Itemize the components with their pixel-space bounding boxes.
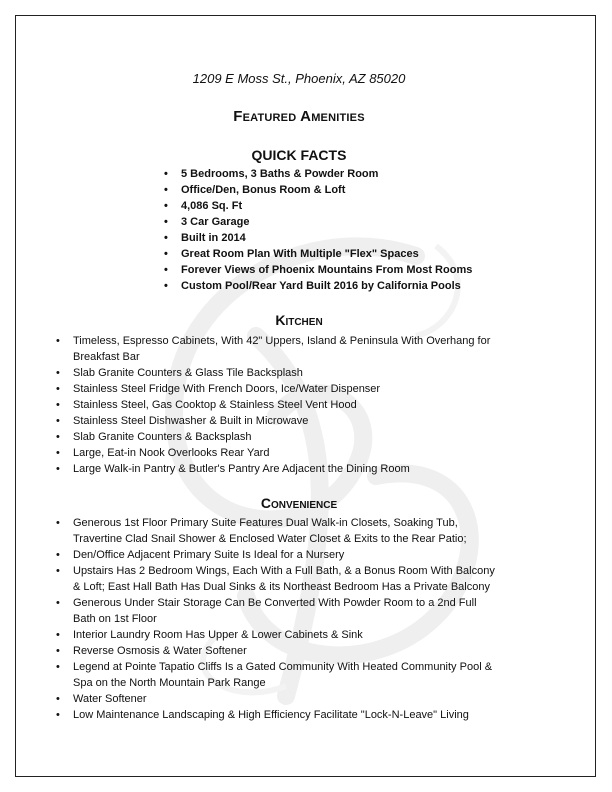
bullet-icon: •: [56, 399, 60, 411]
list-item: • Water Softener: [56, 693, 147, 705]
bullet-icon: •: [56, 431, 60, 443]
property-address: 1209 E Moss St., Phoenix, AZ 85020: [192, 71, 406, 86]
list-item: • Slab Granite Counters & Glass Tile Backsplash: [56, 367, 303, 379]
list-item: • Stainless Steel Fridge With French Doors, Ice/Water Dispenser: [56, 383, 381, 395]
bullet-icon: •: [56, 597, 60, 609]
bullet-icon: •: [56, 383, 60, 395]
bullet-icon: •: [56, 517, 60, 529]
bullet-icon: •: [56, 565, 60, 577]
list-item: • Office/Den, Bonus Room & Loft: [164, 184, 346, 196]
bullet-icon: •: [56, 645, 60, 657]
list-item: • Interior Laundry Room Has Upper & Lower Cabinets & Sink: [56, 629, 363, 641]
list-item: • Stainless Steel Dishwasher & Built in Microwave: [56, 415, 309, 427]
list-item: • Legend at Pointe Tapatio Cliffs Is a Gated Community With Heated Community Pool & Spa on the North Mountain Park Range: [56, 661, 493, 689]
bullet-icon: •: [56, 367, 60, 379]
list-item: • Reverse Osmosis & Water Softener: [56, 645, 247, 657]
page-title: Featured Amenities: [233, 108, 365, 125]
convenience-list: [56, 515, 496, 723]
bullet-icon: •: [164, 184, 168, 196]
bullet-icon: •: [56, 335, 60, 347]
bullet-icon: •: [56, 661, 60, 673]
bullet-icon: •: [164, 168, 168, 180]
list-item: • 3 Car Garage: [164, 216, 250, 228]
quick-facts-heading: QUICK FACTS: [251, 147, 347, 163]
list-item: • Forever Views of Phoenix Mountains From Most Rooms: [164, 264, 473, 276]
bullet-icon: •: [56, 693, 60, 705]
bullet-icon: •: [56, 549, 60, 561]
bullet-icon: •: [164, 264, 168, 276]
bullet-icon: •: [56, 709, 60, 721]
bullet-icon: •: [56, 447, 60, 459]
bullet-icon: •: [56, 629, 60, 641]
kitchen-list: [56, 333, 496, 477]
convenience-heading: Convenience: [260, 495, 338, 511]
bullet-icon: •: [164, 248, 168, 260]
list-item: • 5 Bedrooms, 3 Baths & Powder Room: [164, 168, 379, 180]
quick-facts-list: [164, 166, 472, 294]
kitchen-heading: Kitchen: [275, 312, 323, 328]
list-item: • Low Maintenance Landscaping & High Efficiency Facilitate "Lock-N-Leave" Living: [56, 709, 469, 721]
bullet-icon: •: [56, 463, 60, 475]
list-item: • Upstairs Has 2 Bedroom Wings, Each With a Full Bath, & a Bonus Room With Balcony & Loft; East Hall Bath Has Dual Sinks & its Northeast Bedroom Has a Private Balcony: [56, 565, 495, 593]
list-item: • Timeless, Espresso Cabinets, With 42" Uppers, Island & Peninsula With Overhang for Breakfast Bar: [56, 335, 491, 363]
bullet-icon: •: [164, 200, 168, 212]
list-item: • Large Walk-in Pantry & Butler's Pantry Are Adjacent the Dining Room: [56, 463, 410, 475]
list-item: • Stainless Steel, Gas Cooktop & Stainless Steel Vent Hood: [56, 399, 357, 411]
page-border: [15, 15, 596, 777]
bullet-icon: •: [56, 415, 60, 427]
list-item: • 4,086 Sq. Ft: [164, 200, 243, 212]
list-item: • Den/Office Adjacent Primary Suite Is Ideal for a Nursery: [56, 549, 345, 561]
list-item: • Slab Granite Counters & Backsplash: [56, 431, 252, 443]
list-item: • Generous 1st Floor Primary Suite Features Dual Walk-in Closets, Soaking Tub, Travertine Clad Snail Shower & Enclosed Water Closet & Exits to the Rear Patio;: [56, 517, 467, 545]
list-item: • Generous Under Stair Storage Can Be Converted With Powder Room to a 2nd Full Bath on 1st Floor: [56, 597, 477, 625]
bullet-icon: •: [164, 216, 168, 228]
list-item: • Built in 2014: [164, 232, 246, 244]
bullet-icon: •: [164, 280, 168, 292]
list-item: • Great Room Plan With Multiple "Flex" Spaces: [164, 248, 419, 260]
list-item: • Custom Pool/Rear Yard Built 2016 by California Pools: [164, 280, 461, 292]
list-item: • Large, Eat-in Nook Overlooks Rear Yard: [56, 447, 270, 459]
bullet-icon: •: [164, 232, 168, 244]
